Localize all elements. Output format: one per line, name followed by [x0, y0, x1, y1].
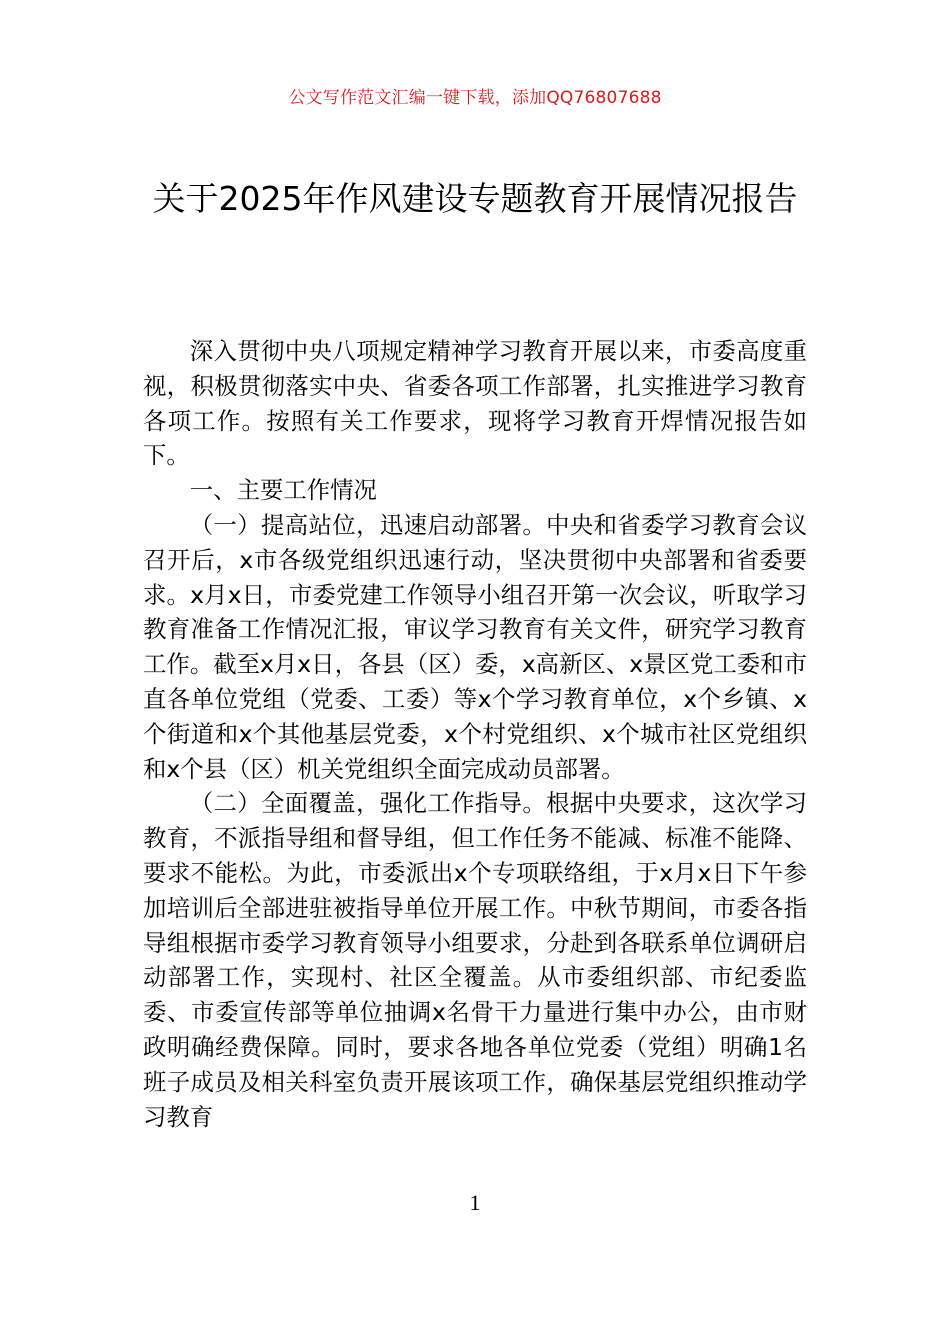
body-paragraph: （一）提高站位，迅速启动部署。中央和省委学习教育会议召开后，x市各级党组织迅速行动，坚决贯彻中央部署和省委要求。x月x日，市委党建工作领导小组召开第一次会议，听取学习教育准备工作情况汇报，审议学习教育有关文件，研究学习教育工作。截至x月x日，各县（区）委，x高新区、x景区党工委和市直各单位党组（党委、工委）等x个学习教育单位，x个乡镇、x个街道和x个其他基层党委，x个村党组织、x个城市社区党组织和x个县（区）机关党组织全面完成动员部署。: [143, 510, 807, 783]
document-title: 关于2025年作风建设专题教育开展情况报告: [152, 179, 798, 218]
document-body: [143, 334, 807, 1134]
header-download-note: 公文写作范文汇编一键下载，添加QQ76807688: [288, 88, 662, 108]
page-number: 1: [469, 1190, 481, 1215]
body-paragraph: （二）全面覆盖，强化工作指导。根据中央要求，这次学习教育，不派指导组和督导组，但工作任务不能减、标准不能降、要求不能松。为此，市委派出x个专项联络组，于x月x日下午参加培训后全部进驻被指导单位开展工作。中秋节期间，市委各指导组根据市委学习教育领导小组要求，分赴到各联系单位调研启动部署工作，实现村、社区全覆盖。从市委组织部、市纪委监委、市委宣传部等单位抽调x名骨干力量进行集中办公，由市财政明确经费保障。同时，要求各地各单位党委（党组）明确1名班子成员及相关科室负责开展该项工作，确保基层党组织推动学习教育: [143, 789, 807, 1131]
section-heading: 一、主要工作情况: [189, 476, 377, 505]
intro-paragraph: 深入贯彻中央八项规定精神学习教育开展以来，市委高度重视，积极贯彻落实中央、省委各项工作部署，扎实推进学习教育各项工作。按照有关工作要求，现将学习教育开焊情况报告如下。: [143, 337, 807, 470]
